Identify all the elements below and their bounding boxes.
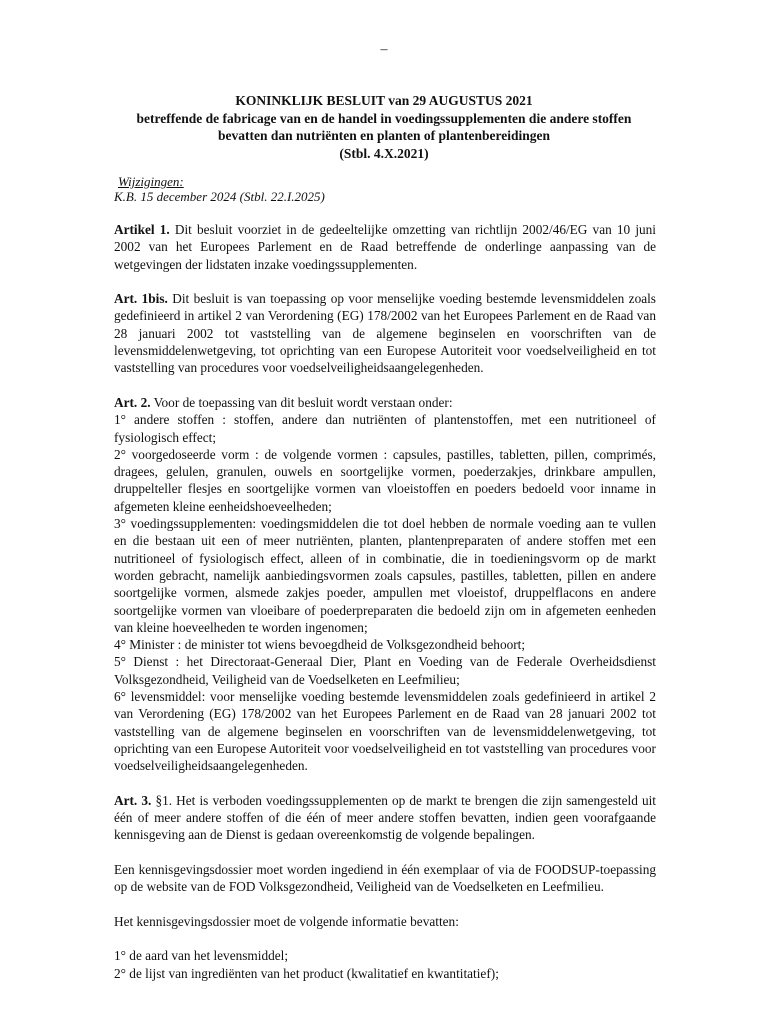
article-1bis (114, 290, 656, 376)
article-text: Dit besluit is van toepassing op voor menselijke voeding bestemde levensmiddelen zoals gedefinieerd in artikel 2 van Verordening (EG) 178/2002 van het Europees Parlement en de Raad van 28 januari 2002 tot vaststelling van de algemene beginselen en voorschriften van de levensmiddelenwetgeving, tot oprichting van een Europese Autoriteit voor voedselveiligheid en tot vaststelling van procedures voor voedselveiligheidsaangelegenheden. (114, 291, 656, 376)
definition-item: 2° voorgedoseerde vorm : de volgende vormen : capsules, pastilles, tabletten, pillen, comprimés, dragees, gelulen, granulen, ouwels en soortgelijke vormen, poederzakjes, drinkbare ampullen, druppelteller flesjes en soortgelijke vormen van vloeistoffen en poeders bedoeld voor inname in afgemeten kleine eenheidshoeveelheden; (114, 446, 656, 514)
definition-item: 4° Minister : de minister tot wiens bevoegdheid de Volksgezondheid behoort; (114, 637, 526, 653)
list-item: 1° de aard van het levensmiddel; (114, 948, 289, 964)
article-text: Dit besluit voorziet in de gedeeltelijke omzetting van richtlijn 2002/46/EG van 10 juni 2002 van het Europees Parlement en de Raad betreffende de onderlinge aanpassing van de wetgevingen der lidstaten inzake voedingssupplementen. (114, 222, 656, 272)
title-line: bevatten dan nutriënten en planten of plantenbereidingen (217, 128, 551, 143)
document-body (114, 221, 656, 982)
definition-item: 5° Dienst : het Directoraat-Generaal Dier, Plant en Voeding van de Federale Overheidsdienst Volksgezondheid, Veiligheid van de Voedselketen en Leefmilieu; (114, 654, 656, 687)
article-label: Art. 2. (114, 394, 151, 410)
article-text: Voor de toepassing van dit besluit wordt verstaan onder: (150, 394, 453, 410)
page-number: – (380, 42, 388, 57)
title-line: (Stbl. 4.X.2021) (339, 145, 429, 161)
article-3-paragraph: Het kennisgevingsdossier moet de volgende informatie bevatten: (114, 913, 459, 929)
definition-item: 6° levensmiddel: voor menselijke voeding bestemde levensmiddelen zoals gedefinieerd in artikel 2 van Verordening (EG) 178/2002 van het Europees Parlement en de Raad van 28 januari 2002 tot vaststelling van de algemene beginselen en voorschriften van de levensmiddelenwetgeving, tot oprichting van een Europese Autoriteit voor voedselveiligheid en tot vaststelling van procedures voor voedselveiligheidsaangelegenheden. (114, 689, 656, 774)
definition-item: 1° andere stoffen : stoffen, andere dan nutriënten of plantenstoffen, met een nutritioneel of fysiologisch effect; (114, 412, 656, 445)
article-1 (114, 221, 656, 273)
article-3 (114, 792, 656, 844)
title-line: betreffende de fabricage van en de handel in voedingssupplementen die andere stoffen (136, 110, 632, 126)
modifications-block (114, 174, 325, 204)
article-label: Art. 3. (114, 792, 152, 808)
article-3-paragraph: Een kennisgevingsdossier moet worden ingediend in één exemplaar of via de FOODSUP-toepassing op de website van de FOD Volksgezondheid, Veiligheid van de Voedselketen en Leefmilieu. (114, 861, 656, 895)
article-label: Artikel 1. (114, 222, 170, 237)
list-item: 2° de lijst van ingrediënten van het product (kwalitatief en kwantitatief); (114, 965, 499, 981)
modifications-label: Wijzigingen: (118, 174, 184, 189)
article-label: Art. 1bis. (114, 291, 168, 307)
article-text: §1. Het is verboden voedingssupplementen op de markt te brengen die zijn samengesteld uit één of meer andere stoffen of die één of meer andere stoffen bevatten, indien geen voorafgaande kennisgeving aan de Dienst is gedaan overeenkomstig de volgende bepalingen. (114, 792, 656, 843)
modification-entry: K.B. 15 december 2024 (Stbl. 22.I.2025) (114, 189, 325, 204)
article-2 (114, 394, 656, 411)
decree-title (60, 92, 708, 162)
title-line: KONINKLIJK BESLUIT van 29 AUGUSTUS 2021 (235, 93, 533, 108)
definition-item: 3° voedingssupplementen: voedingsmiddelen die tot doel hebben de normale voeding aan te vullen en die bestaan uit een of meer nutriënten, planten, plantenpreparaten of andere stoffen met een nutritioneel of fysiologisch effect, alleen of in combinatie, die in toedieningsvorm op de markt worden gebracht, namelijk aanbiedingsvormen zoals capsules, pastilles, tabletten, pillen en andere soortgelijke vormen, alsmede zakjes poeder, ampullen met vloeistof, druppelflacons en andere soortgelijke vormen van vloeibare of poederpreparaten die bedoeld zijn om in afgemeten eenheden van kleine hoeveelheden te worden ingenomen; (114, 516, 656, 635)
